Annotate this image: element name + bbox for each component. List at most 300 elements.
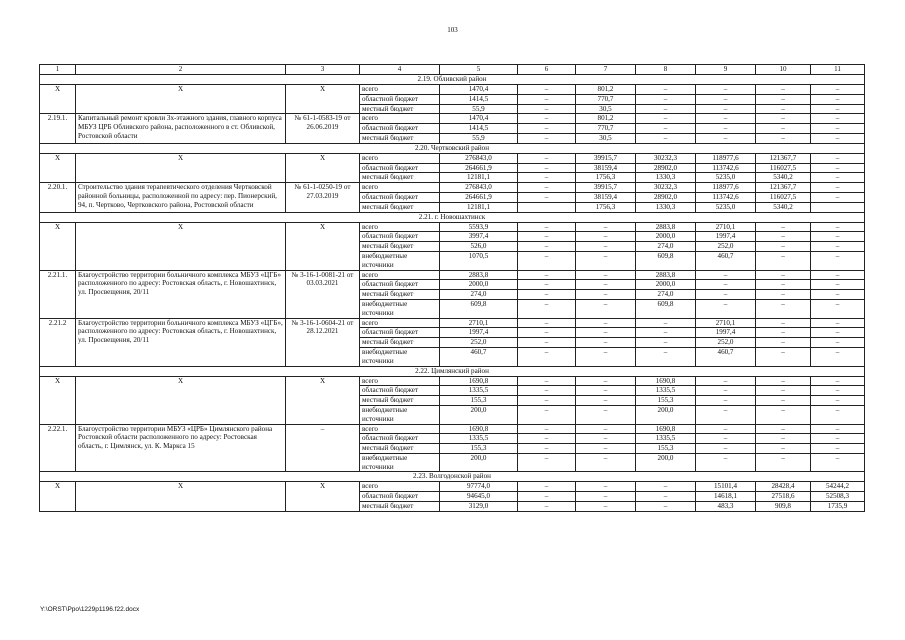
amount-cell: – — [756, 124, 811, 134]
funding-source: областной бюджет — [360, 328, 440, 338]
amount-cell: – — [636, 94, 696, 104]
item-document: № 3-16-1-0081-21 от 03.03.2021 — [286, 270, 360, 318]
amount-cell: – — [811, 318, 865, 328]
amount-cell: – — [756, 290, 811, 300]
amount-cell: – — [696, 376, 756, 386]
funding-source: всего — [360, 222, 440, 232]
item-description: Благоустройство территории МБУЗ «ЦРБ» Цимлянского района Ростовской области расположенного по адресу: Ростовская область, г. Цимлянск, ул. К. Маркса 15 — [76, 424, 286, 472]
amount-cell: – — [756, 85, 811, 95]
amount-cell: 15101,4 — [696, 482, 756, 492]
amount-cell: – — [576, 299, 636, 318]
amount-cell: 200,0 — [636, 405, 696, 424]
amount-cell: – — [576, 444, 636, 454]
amount-cell: – — [756, 242, 811, 252]
amount-cell: 2710,1 — [696, 222, 756, 232]
amount-cell: 770,7 — [576, 94, 636, 104]
item-description: Х — [76, 85, 286, 114]
item-description: Благоустройство территории больничного комплекса МБУЗ «ЦГБ», расположенного по адресу: Ростовская область, г. Новошахтинск, ул. Просвещения, 20/11 — [76, 318, 286, 366]
amount-cell: 801,2 — [576, 114, 636, 124]
amount-cell: – — [696, 386, 756, 396]
amount-cell: – — [518, 251, 576, 270]
amount-cell: 54244,2 — [811, 482, 865, 492]
amount-cell: 252,0 — [696, 338, 756, 348]
amount-cell: 55,9 — [440, 104, 518, 114]
amount-cell: – — [518, 242, 576, 252]
amount-cell: 116027,5 — [756, 163, 811, 173]
amount-cell: – — [756, 444, 811, 454]
column-number-cell: 10 — [756, 65, 811, 75]
amount-cell: 276843,0 — [440, 183, 518, 193]
amount-cell: 1997,4 — [440, 328, 518, 338]
funding-source: всего — [360, 85, 440, 95]
amount-cell: – — [756, 453, 811, 472]
amount-cell: – — [636, 85, 696, 95]
item-document: Х — [286, 222, 360, 270]
amount-cell: – — [811, 453, 865, 472]
amount-cell: 1756,3 — [576, 173, 636, 183]
amount-cell: – — [811, 444, 865, 454]
amount-cell: – — [756, 405, 811, 424]
item-document: № 61-1-0250-19 от 27.03.2019 — [286, 183, 360, 212]
amount-cell: – — [518, 85, 576, 95]
amount-cell: – — [576, 338, 636, 348]
amount-cell: 28428,4 — [756, 482, 811, 492]
amount-cell: – — [811, 85, 865, 95]
amount-cell — [811, 202, 865, 212]
table-row — [40, 153, 865, 163]
amount-cell: – — [811, 124, 865, 134]
amount-cell: – — [636, 338, 696, 348]
amount-cell: – — [576, 232, 636, 242]
amount-cell: – — [811, 396, 865, 406]
funding-source: внебюджетные источники — [360, 405, 440, 424]
amount-cell: – — [636, 318, 696, 328]
file-path-footer: Y:\ORST\Ppo\1229p1196.f22.docx — [40, 606, 140, 613]
amount-cell: 2000,0 — [440, 280, 518, 290]
amount-cell: – — [518, 183, 576, 193]
amount-cell: – — [636, 502, 696, 512]
item-number: 2.21.2 — [40, 318, 76, 366]
amount-cell: 460,7 — [696, 347, 756, 366]
amount-cell: – — [518, 338, 576, 348]
amount-cell: 264661,9 — [440, 192, 518, 202]
amount-cell: – — [811, 133, 865, 143]
amount-cell: 155,3 — [636, 396, 696, 406]
item-document: Х — [286, 85, 360, 114]
section-title: 2.21. г. Новошахтинск — [40, 212, 865, 222]
amount-cell: 2883,8 — [636, 222, 696, 232]
amount-cell: – — [518, 173, 576, 183]
amount-cell: 1330,3 — [636, 202, 696, 212]
funding-source: местный бюджет — [360, 502, 440, 512]
amount-cell: – — [756, 424, 811, 434]
amount-cell: 274,0 — [440, 290, 518, 300]
item-number: Х — [40, 376, 76, 424]
amount-cell: – — [576, 453, 636, 472]
item-number: 2.22.1. — [40, 424, 76, 472]
amount-cell: – — [696, 280, 756, 290]
amount-cell: 1414,5 — [440, 94, 518, 104]
amount-cell: 609,8 — [636, 299, 696, 318]
amount-cell: 1335,5 — [440, 434, 518, 444]
item-description: Капитальный ремонт кровли 3х-этажного здания, главного корпуса МБУЗ ЦРБ Обливского района, расположенного в ст. Обливской, Ростовской области — [76, 114, 286, 143]
table-row — [40, 114, 865, 124]
section-title-row — [40, 366, 865, 376]
amount-cell: – — [518, 482, 576, 492]
amount-cell: – — [756, 133, 811, 143]
amount-cell: – — [811, 251, 865, 270]
amount-cell: 460,7 — [696, 251, 756, 270]
table-body — [40, 65, 865, 512]
amount-cell: 609,8 — [440, 299, 518, 318]
amount-cell: – — [696, 453, 756, 472]
amount-cell: 2710,1 — [440, 318, 518, 328]
amount-cell: 118977,6 — [696, 153, 756, 163]
amount-cell: 97774,0 — [440, 482, 518, 492]
amount-cell: 1997,4 — [696, 328, 756, 338]
column-number-cell: 7 — [576, 65, 636, 75]
amount-cell: 801,2 — [576, 85, 636, 95]
amount-cell: 1690,8 — [636, 424, 696, 434]
amount-cell: – — [811, 405, 865, 424]
amount-cell: – — [518, 270, 576, 280]
funding-source: местный бюджет — [360, 104, 440, 114]
amount-cell: 1335,5 — [636, 386, 696, 396]
amount-cell: – — [576, 492, 636, 502]
table-row — [40, 424, 865, 434]
amount-cell: – — [636, 133, 696, 143]
amount-cell: – — [576, 242, 636, 252]
amount-cell: – — [696, 85, 756, 95]
amount-cell: – — [696, 114, 756, 124]
funding-source: местный бюджет — [360, 444, 440, 454]
amount-cell: – — [811, 338, 865, 348]
amount-cell: – — [811, 104, 865, 114]
item-number: Х — [40, 153, 76, 182]
funding-source: областной бюджет — [360, 492, 440, 502]
amount-cell: 118977,6 — [696, 183, 756, 193]
amount-cell: – — [518, 396, 576, 406]
amount-cell: – — [696, 104, 756, 114]
amount-cell: – — [518, 444, 576, 454]
amount-cell: 1735,9 — [811, 502, 865, 512]
amount-cell: – — [518, 376, 576, 386]
amount-cell: – — [756, 396, 811, 406]
amount-cell: – — [518, 232, 576, 242]
amount-cell: – — [518, 290, 576, 300]
section-title: 2.19. Обливский район — [40, 75, 865, 85]
amount-cell: 94645,0 — [440, 492, 518, 502]
amount-cell: – — [576, 376, 636, 386]
amount-cell: – — [518, 424, 576, 434]
funding-source: всего — [360, 424, 440, 434]
item-description: Х — [76, 222, 286, 270]
item-document: Х — [286, 153, 360, 182]
amount-cell: 770,7 — [576, 124, 636, 134]
amount-cell: 1690,8 — [636, 376, 696, 386]
item-number: 2.21.1. — [40, 270, 76, 318]
amount-cell: 1690,8 — [440, 376, 518, 386]
column-number-cell: 6 — [518, 65, 576, 75]
item-number: 2.20.1. — [40, 183, 76, 212]
amount-cell: 28902,0 — [636, 163, 696, 173]
amount-cell: – — [636, 492, 696, 502]
amount-cell: – — [756, 299, 811, 318]
amount-cell: – — [756, 328, 811, 338]
item-document: Х — [286, 376, 360, 424]
amount-cell: – — [576, 347, 636, 366]
amount-cell: – — [756, 94, 811, 104]
amount-cell: 5340,2 — [756, 173, 811, 183]
amount-cell: 252,0 — [696, 242, 756, 252]
amount-cell: – — [576, 328, 636, 338]
funding-source: областной бюджет — [360, 232, 440, 242]
amount-cell: – — [576, 270, 636, 280]
amount-cell: 200,0 — [440, 405, 518, 424]
section-title-row — [40, 212, 865, 222]
funding-source: всего — [360, 183, 440, 193]
amount-cell: – — [696, 405, 756, 424]
budget-table — [39, 64, 865, 512]
funding-source: внебюджетные источники — [360, 251, 440, 270]
amount-cell: 2710,1 — [696, 318, 756, 328]
amount-cell: – — [811, 424, 865, 434]
amount-cell: 264661,9 — [440, 163, 518, 173]
amount-cell: – — [811, 192, 865, 202]
funding-source: областной бюджет — [360, 280, 440, 290]
funding-source: местный бюджет — [360, 338, 440, 348]
amount-cell: 155,3 — [440, 396, 518, 406]
amount-cell: – — [811, 434, 865, 444]
amount-cell: – — [636, 328, 696, 338]
column-number-cell: 8 — [636, 65, 696, 75]
amount-cell: 526,0 — [440, 242, 518, 252]
amount-cell: 39915,7 — [576, 183, 636, 193]
funding-source: местный бюджет — [360, 202, 440, 212]
amount-cell: 2883,8 — [636, 270, 696, 280]
funding-source: внебюджетные источники — [360, 347, 440, 366]
amount-cell: 3129,0 — [440, 502, 518, 512]
amount-cell: – — [636, 347, 696, 366]
amount-cell: 155,3 — [636, 444, 696, 454]
amount-cell: 30232,3 — [636, 183, 696, 193]
amount-cell: 1335,5 — [440, 386, 518, 396]
amount-cell: 1070,5 — [440, 251, 518, 270]
amount-cell: 55,9 — [440, 133, 518, 143]
amount-cell: 1414,5 — [440, 124, 518, 134]
amount-cell: – — [811, 290, 865, 300]
funding-source: местный бюджет — [360, 133, 440, 143]
amount-cell: – — [636, 114, 696, 124]
amount-cell: – — [696, 424, 756, 434]
amount-cell: – — [518, 502, 576, 512]
amount-cell: – — [576, 386, 636, 396]
amount-cell: – — [811, 299, 865, 318]
amount-cell: 2000,0 — [636, 232, 696, 242]
amount-cell: 276843,0 — [440, 153, 518, 163]
amount-cell: 200,0 — [440, 453, 518, 472]
amount-cell: 12181,1 — [440, 173, 518, 183]
item-document: – — [286, 424, 360, 472]
amount-cell: 1690,8 — [440, 424, 518, 434]
amount-cell: – — [576, 318, 636, 328]
amount-cell: – — [636, 482, 696, 492]
amount-cell: 27518,6 — [756, 492, 811, 502]
amount-cell: 5235,0 — [696, 202, 756, 212]
amount-cell: – — [576, 396, 636, 406]
section-title: 2.23. Волгодонской район — [40, 472, 865, 482]
amount-cell: – — [811, 347, 865, 366]
amount-cell: 116027,5 — [756, 192, 811, 202]
amount-cell: – — [811, 328, 865, 338]
amount-cell: – — [518, 153, 576, 163]
amount-cell: 2000,0 — [636, 280, 696, 290]
section-title-row — [40, 143, 865, 153]
amount-cell: – — [756, 347, 811, 366]
amount-cell: 12181,1 — [440, 202, 518, 212]
funding-source: местный бюджет — [360, 173, 440, 183]
amount-cell: 39915,7 — [576, 153, 636, 163]
amount-cell: 155,3 — [440, 444, 518, 454]
funding-source: всего — [360, 270, 440, 280]
amount-cell: – — [756, 222, 811, 232]
amount-cell: – — [756, 280, 811, 290]
amount-cell: 113742,6 — [696, 192, 756, 202]
amount-cell: – — [576, 405, 636, 424]
column-number-cell: 2 — [76, 65, 286, 75]
funding-source: всего — [360, 153, 440, 163]
amount-cell: – — [811, 232, 865, 242]
amount-cell: – — [518, 192, 576, 202]
amount-cell: – — [811, 222, 865, 232]
amount-cell: – — [811, 183, 865, 193]
amount-cell: – — [518, 104, 576, 114]
funding-source: областной бюджет — [360, 192, 440, 202]
amount-cell: 121367,7 — [756, 153, 811, 163]
column-number-row — [40, 65, 865, 75]
amount-cell: – — [811, 94, 865, 104]
amount-cell: – — [811, 173, 865, 183]
table-row — [40, 270, 865, 280]
amount-cell: – — [576, 290, 636, 300]
amount-cell: – — [756, 104, 811, 114]
amount-cell: – — [811, 242, 865, 252]
amount-cell: – — [576, 434, 636, 444]
amount-cell: – — [696, 124, 756, 134]
page-number: 103 — [447, 26, 458, 34]
amount-cell: 1997,4 — [696, 232, 756, 242]
amount-cell: – — [518, 405, 576, 424]
amount-cell: – — [811, 376, 865, 386]
amount-cell: 1470,4 — [440, 114, 518, 124]
funding-source: областной бюджет — [360, 124, 440, 134]
funding-source: всего — [360, 482, 440, 492]
table-row — [40, 318, 865, 328]
table-row — [40, 85, 865, 95]
amount-cell: – — [696, 434, 756, 444]
item-document: Х — [286, 482, 360, 511]
amount-cell: – — [811, 163, 865, 173]
table-row — [40, 222, 865, 232]
item-description: Благоустройство территории больничного комплекса МБУЗ «ЦГБ» расположенного по адресу: Ростовская область, г. Новошахтинск, ул. Просвещения, 20/11 — [76, 270, 286, 318]
funding-source: областной бюджет — [360, 434, 440, 444]
amount-cell: – — [811, 270, 865, 280]
column-number-cell: 11 — [811, 65, 865, 75]
amount-cell: 30,5 — [576, 133, 636, 143]
funding-source: местный бюджет — [360, 290, 440, 300]
funding-source: всего — [360, 114, 440, 124]
amount-cell: – — [518, 133, 576, 143]
funding-source: областной бюджет — [360, 163, 440, 173]
funding-source: областной бюджет — [360, 94, 440, 104]
item-number: 2.19.1. — [40, 114, 76, 143]
amount-cell: – — [576, 222, 636, 232]
amount-cell: – — [756, 232, 811, 242]
column-number-cell: 5 — [440, 65, 518, 75]
amount-cell: – — [518, 114, 576, 124]
amount-cell: – — [518, 94, 576, 104]
funding-source: областной бюджет — [360, 386, 440, 396]
amount-cell: 1330,3 — [636, 173, 696, 183]
amount-cell — [518, 202, 576, 212]
funding-source: всего — [360, 318, 440, 328]
item-description: Строительство здания терапевтического отделения Чертковской районной больницы, расположенной по адресу: пер. Пионерский, 94, п. Чертково, Чертковского района, Ростовской области — [76, 183, 286, 212]
column-number-cell: 9 — [696, 65, 756, 75]
amount-cell: 30,5 — [576, 104, 636, 114]
amount-cell: – — [811, 280, 865, 290]
item-number: Х — [40, 222, 76, 270]
amount-cell: – — [636, 124, 696, 134]
amount-cell: – — [696, 270, 756, 280]
amount-cell: 2883,8 — [440, 270, 518, 280]
amount-cell: 5340,2 — [756, 202, 811, 212]
amount-cell: – — [756, 251, 811, 270]
item-description: Х — [76, 482, 286, 511]
amount-cell: 483,3 — [696, 502, 756, 512]
amount-cell: – — [518, 386, 576, 396]
item-document: № 3-16-1-0604-21 от 28.12.2021 — [286, 318, 360, 366]
column-number-cell: 1 — [40, 65, 76, 75]
funding-source: местный бюджет — [360, 396, 440, 406]
amount-cell: – — [636, 104, 696, 114]
funding-source: местный бюджет — [360, 242, 440, 252]
amount-cell: 113742,6 — [696, 163, 756, 173]
amount-cell: – — [518, 163, 576, 173]
amount-cell: – — [518, 328, 576, 338]
amount-cell: – — [756, 114, 811, 124]
section-title: 2.22. Цимлянский район — [40, 366, 865, 376]
amount-cell: – — [696, 94, 756, 104]
amount-cell: 200,0 — [636, 453, 696, 472]
table-row — [40, 183, 865, 193]
amount-cell: – — [518, 318, 576, 328]
amount-cell: 909,8 — [756, 502, 811, 512]
amount-cell: 3997,4 — [440, 232, 518, 242]
amount-cell: – — [518, 280, 576, 290]
amount-cell: – — [756, 270, 811, 280]
amount-cell: – — [576, 424, 636, 434]
amount-cell: – — [696, 444, 756, 454]
amount-cell: – — [756, 338, 811, 348]
item-description: Х — [76, 376, 286, 424]
amount-cell: – — [811, 114, 865, 124]
amount-cell: – — [696, 133, 756, 143]
table-row — [40, 376, 865, 386]
amount-cell: – — [696, 396, 756, 406]
amount-cell: 1335,5 — [636, 434, 696, 444]
amount-cell: 252,0 — [440, 338, 518, 348]
table-row — [40, 482, 865, 492]
